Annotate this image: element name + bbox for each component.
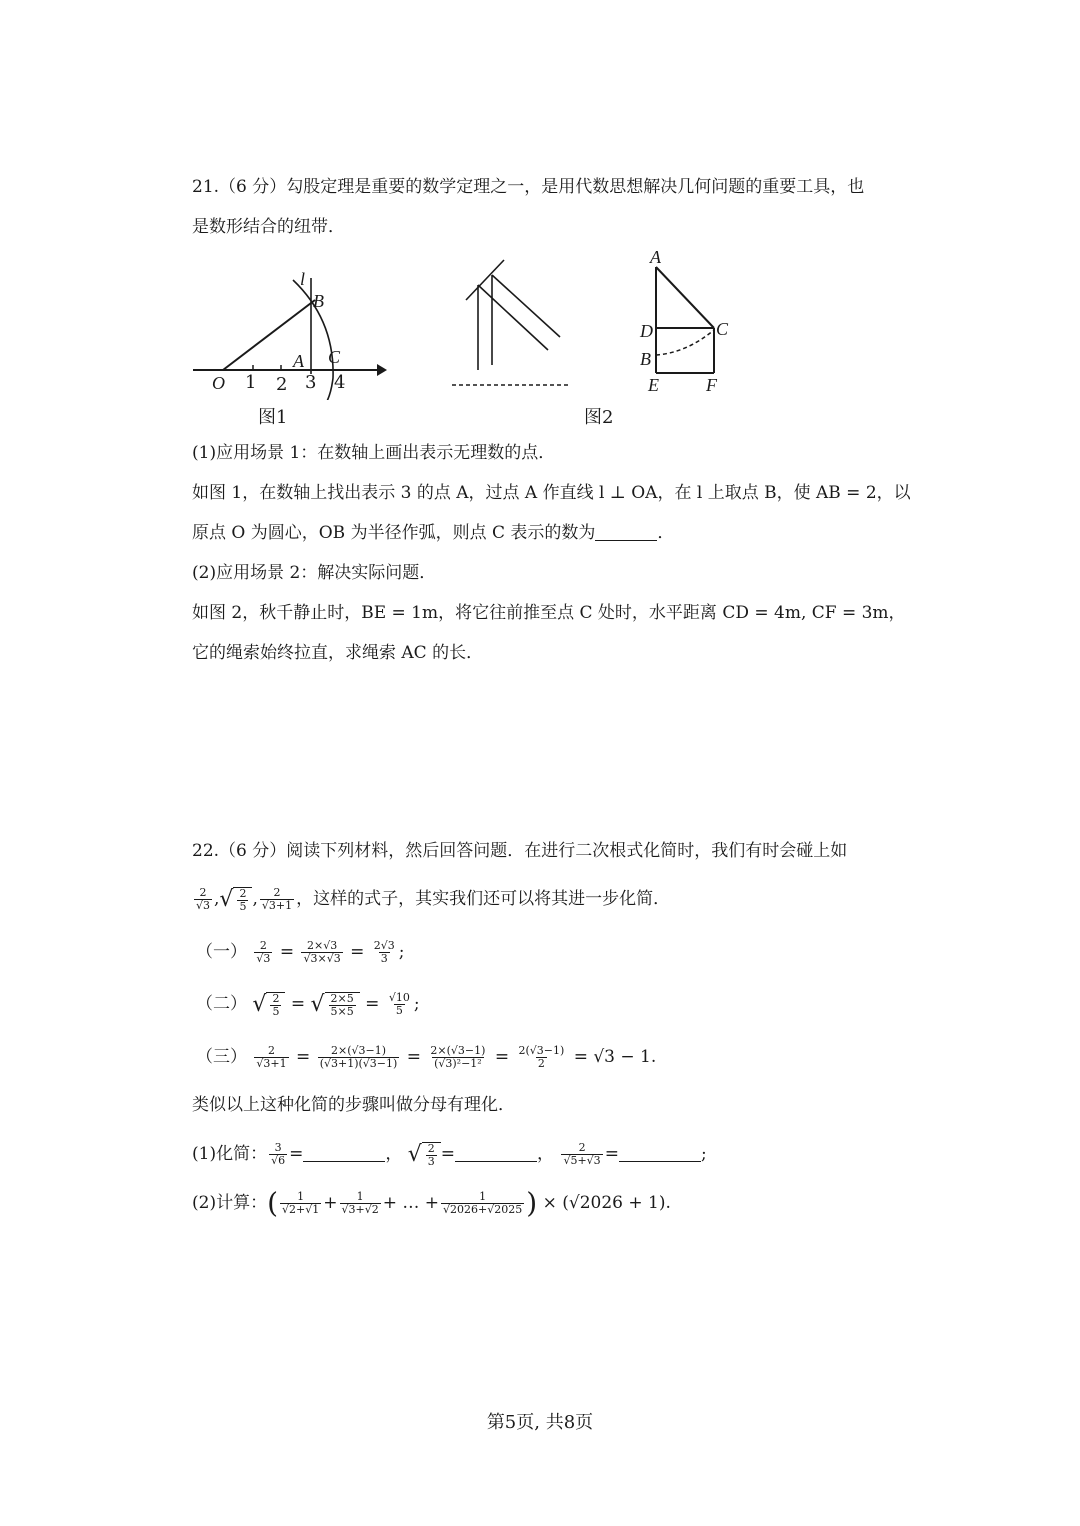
q21-part2-text2: 它的绳索始终拉直，求绳索 AC 的长． xyxy=(192,643,484,663)
q21-part1-text1: 如图 1，在数轴上找出表示 3 的点 A，过点 A 作直线 l ⊥ OA，在 l 上取点 B，使 AB = 2，以 xyxy=(192,483,911,503)
fig1-label-O: O xyxy=(212,373,225,393)
fig2-point-B: B xyxy=(640,349,651,369)
answer-blank-C[interactable] xyxy=(595,540,657,541)
fig2-point-A: A xyxy=(650,247,661,267)
q22-part2: (2)计算：( $\frac{1}{√2+√1}$ + $\frac{1}{√3+√2}$ + … + $\frac{1}{√2026+√2025}$ ) × (√2026 + 1). xyxy=(192,1186,671,1220)
fig1-point-B: B xyxy=(313,291,324,311)
q21-part1-text2: 原点 O 为圆心，OB 为半径作弧，则点 C 表示的数为 ． xyxy=(192,523,675,543)
fig2-point-D: D xyxy=(640,321,653,341)
fig1-label-4: 4 xyxy=(334,372,346,393)
fig1-label-3: 3 xyxy=(305,372,317,393)
answer-blank-3[interactable] xyxy=(619,1161,701,1162)
swing-arc xyxy=(656,330,714,355)
rope-AC xyxy=(656,267,714,328)
fig1-line-l: l xyxy=(300,269,306,289)
fig1-label-2: 2 xyxy=(276,374,288,395)
answer-blank-1[interactable] xyxy=(303,1161,385,1162)
page-footer: 第5页, 共8页 xyxy=(486,1412,594,1433)
q22-step-1: （一） $\frac{2}{√3}$ = $\frac{2\times√3}{√3\times√3}$ = $\frac{2√3}{3}$ ; xyxy=(196,939,405,965)
fig2-point-F: F xyxy=(706,375,717,395)
q21-part2-title: (2)应用场景 2：解决实际问题． xyxy=(192,563,437,583)
figure-1-caption: 图1 xyxy=(258,407,288,428)
q22-title-line2: $\frac{2}{√3}$ , √ $\frac{2}{5}$ , $\frac{2}{√3+1}$ ，这样的式子，其实我们还可以将其进一步化简． xyxy=(196,886,671,913)
fig2-point-C: C xyxy=(716,319,729,339)
q21-part1-title: (1)应用场景 1：在数轴上画出表示无理数的点． xyxy=(192,443,556,463)
fig1-point-A: A xyxy=(293,351,304,371)
q22-summary: 类似以上这种化简的步骤叫做分母有理化． xyxy=(192,1095,515,1115)
axis-arrow-icon xyxy=(377,364,387,376)
fig1-label-1: 1 xyxy=(245,372,257,393)
q21-title-line1: 21.（6 分）勾股定理是重要的数学定理之一，是用代数思想解决几何问题的重要工具，也 xyxy=(192,177,865,197)
fig1-point-C: C xyxy=(328,347,341,367)
answer-blank-2[interactable] xyxy=(455,1161,537,1162)
q21-part2-text1: 如图 2，秋千静止时，BE = 1m，将它往前推至点 C 处时，水平距离 CD = 4m, CF = 3m， xyxy=(192,603,906,623)
figure-2-caption: 图2 xyxy=(584,407,614,428)
q21-title-line2: 是数形结合的纽带． xyxy=(192,217,345,237)
fig2-point-E: E xyxy=(648,375,659,395)
q22-title-line1: 22.（6 分）阅读下列材料，然后回答问题．在进行二次根式化简时，我们有时会碰上如 xyxy=(192,841,848,861)
q22-step-2: （二） √ $\frac{2}{5}$ = √ $\frac{2\times 5}{5\times 5}$ = $\frac{√10}{5}$ ; xyxy=(196,991,420,1018)
q22-step-3: （三） $\frac{2}{√3+1}$ = $\frac{2\times(√3-1)}{(√3+1)(√3-1)}$ = $\frac{2\times(√3-1)}{\text{(√3)²−1²}}$ = $\frac{2(√3-1)}{2}$ = √3 − 1. xyxy=(196,1044,657,1070)
q22-part1: (1)化简： $\frac{3}{√6}$ = ， √ $\frac{2}{3}$ = ， $\frac{2}{√5+√3}$ = ; xyxy=(192,1141,707,1168)
swing-sketch xyxy=(448,255,578,395)
